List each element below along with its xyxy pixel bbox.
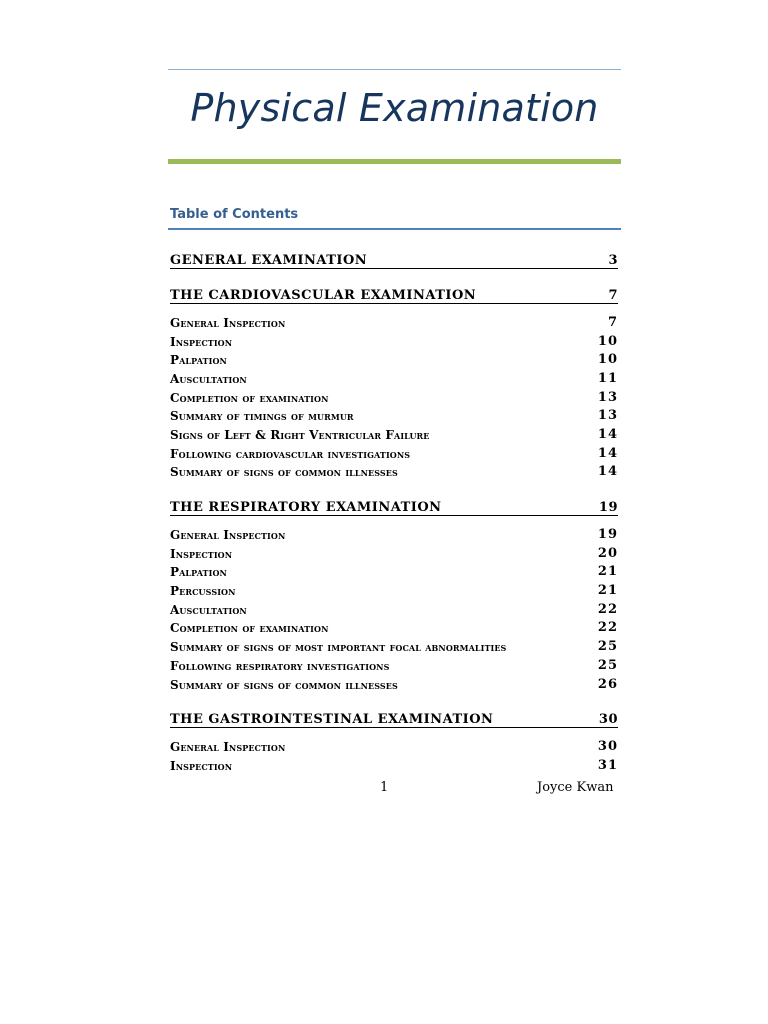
toc-entry-title: Inspection (170, 759, 233, 773)
toc-entry-title: THE RESPIRATORY EXAMINATION (170, 500, 442, 515)
toc-entry-page: 19 (597, 527, 618, 542)
toc-entry-page: 10 (597, 352, 618, 367)
toc-entry-page: 20 (597, 546, 618, 561)
toc-subsection-entry[interactable] (170, 349, 618, 367)
toc-subsection-entry[interactable] (170, 331, 618, 349)
toc-subsection-entry[interactable] (170, 312, 618, 330)
toc-entry-title: Inspection (170, 335, 233, 349)
toc-entry-title: General Inspection (170, 528, 286, 542)
toc-section-entry[interactable] (170, 497, 618, 516)
toc-entry-title: Summary of signs of common illnesses (170, 465, 398, 479)
toc-entry-title: Completion of examination (170, 621, 329, 635)
toc-entry-title: Auscultation (170, 603, 247, 617)
toc-subsection-entry[interactable] (170, 655, 618, 673)
footer-author: Joyce Kwan (537, 780, 614, 795)
toc-entry-title: Following cardiovascular investigations (170, 447, 411, 461)
toc-heading-rule (168, 228, 621, 230)
toc-entry-page: 30 (598, 712, 618, 727)
toc-entry-page: 22 (597, 602, 618, 617)
toc-subsection-entry[interactable] (170, 543, 618, 561)
toc-entry-title: GENERAL EXAMINATION (170, 253, 368, 268)
toc-entry-title: Summary of signs of common illnesses (170, 678, 398, 692)
toc-entry-page: 13 (597, 390, 618, 405)
toc-entry-page: 3 (608, 253, 618, 268)
toc-entry-page: 7 (608, 288, 618, 303)
toc-entry-title: Palpation (170, 353, 227, 367)
toc-subsection-entry[interactable] (170, 580, 618, 598)
toc-entry-page: 26 (597, 677, 618, 692)
toc-entry-page: 22 (597, 620, 618, 635)
toc-entry-page: 19 (598, 500, 618, 515)
toc-subsection-entry[interactable] (170, 674, 618, 692)
toc-entry-page: 31 (597, 758, 618, 773)
toc-subsection-entry[interactable] (170, 443, 618, 461)
toc-entry-title: Summary of signs of most important focal abnormalities (170, 640, 507, 654)
toc-entry-page: 25 (597, 639, 618, 654)
top-rule (168, 69, 621, 70)
toc-subsection-entry[interactable] (170, 524, 618, 542)
toc-entry-page: 25 (597, 658, 618, 673)
toc-subsection-entry[interactable] (170, 387, 618, 405)
toc-entry-title: Following respiratory investigations (170, 659, 390, 673)
toc-subsection-entry[interactable] (170, 405, 618, 423)
document-title: Physical Examination (190, 86, 599, 130)
toc-entry-page: 14 (597, 446, 618, 461)
toc-subsection-entry[interactable] (170, 599, 618, 617)
toc-entry-page: 13 (597, 408, 618, 423)
toc-entry-title: Palpation (170, 565, 227, 579)
toc-entry-page: 21 (597, 564, 618, 579)
toc-entry-title: Inspection (170, 547, 233, 561)
toc-subsection-entry[interactable] (170, 755, 618, 773)
toc-subsection-entry[interactable] (170, 368, 618, 386)
toc-subsection-entry[interactable] (170, 617, 618, 635)
toc-subsection-entry[interactable] (170, 424, 618, 442)
toc-entry-title: Summary of timings of murmur (170, 409, 354, 423)
toc-entry-title: Signs of Left & Right Ventricular Failure (170, 428, 430, 442)
toc-section-entry[interactable] (170, 250, 618, 269)
toc-entry-page: 11 (597, 371, 618, 386)
toc-heading: Table of Contents (170, 207, 299, 222)
toc-entry-page: 14 (597, 427, 618, 442)
toc-entry-title: General Inspection (170, 316, 286, 330)
toc-section-entry[interactable] (170, 285, 618, 304)
toc-subsection-entry[interactable] (170, 461, 618, 479)
toc-entry-page: 21 (597, 583, 618, 598)
toc-entry-title: Auscultation (170, 372, 247, 386)
toc-entry-page: 10 (597, 334, 618, 349)
toc-subsection-entry[interactable] (170, 736, 618, 754)
toc-entry-title: Completion of examination (170, 391, 329, 405)
toc-entry-title: THE CARDIOVASCULAR EXAMINATION (170, 288, 477, 303)
toc-section-entry[interactable] (170, 709, 618, 728)
toc-subsection-entry[interactable] (170, 561, 618, 579)
toc-entry-title: General Inspection (170, 740, 286, 754)
toc-entry-title: THE GASTROINTESTINAL EXAMINATION (170, 712, 494, 727)
toc-entry-title: Percussion (170, 584, 236, 598)
footer-page-number: 1 (380, 780, 389, 795)
title-underline (168, 159, 621, 164)
toc-subsection-entry[interactable] (170, 636, 618, 654)
toc-entry-page: 7 (607, 315, 618, 330)
toc-entry-page: 14 (597, 464, 618, 479)
toc-entry-page: 30 (597, 739, 618, 754)
